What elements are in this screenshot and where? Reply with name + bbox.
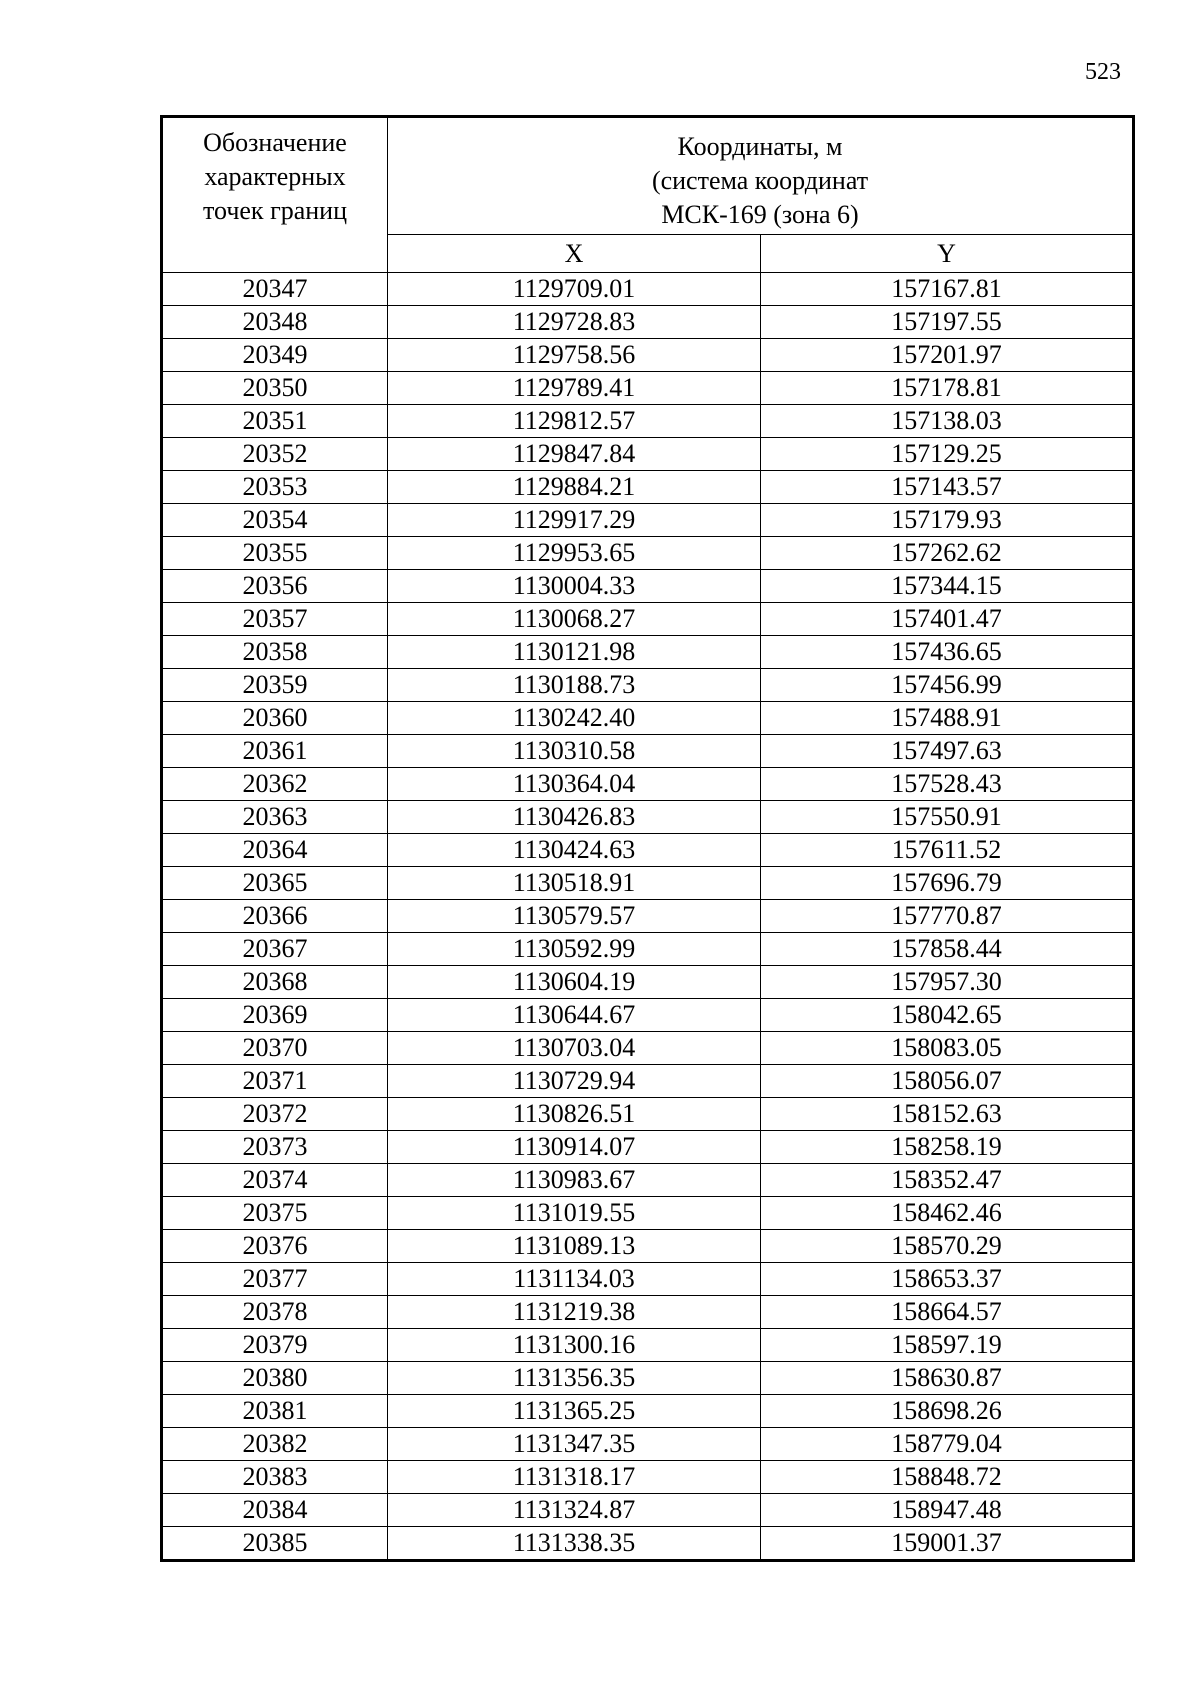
cell-x: 1131347.35 [388, 1428, 761, 1461]
table-row [162, 1263, 1134, 1296]
cell-point: 20366 [162, 900, 388, 933]
cell-x: 1129789.41 [388, 372, 761, 405]
table-row [162, 1098, 1134, 1131]
cell-x: 1131219.38 [388, 1296, 761, 1329]
table-row [162, 966, 1134, 999]
cell-x: 1130518.91 [388, 867, 761, 900]
header-coordinates: Координаты, м (система координат МСК-169 (зона 6) [388, 117, 1134, 235]
cell-point: 20349 [162, 339, 388, 372]
table-header [162, 117, 1134, 273]
table-row [162, 999, 1134, 1032]
cell-point: 20365 [162, 867, 388, 900]
cell-y: 157957.30 [761, 966, 1134, 999]
table-row [162, 1395, 1134, 1428]
cell-x: 1131324.87 [388, 1494, 761, 1527]
cell-x: 1130579.57 [388, 900, 761, 933]
cell-x: 1129953.65 [388, 537, 761, 570]
table-row [162, 900, 1134, 933]
table-row [162, 339, 1134, 372]
cell-y: 157129.25 [761, 438, 1134, 471]
cell-point: 20384 [162, 1494, 388, 1527]
table-row [162, 1329, 1134, 1362]
table-row [162, 1131, 1134, 1164]
cell-x: 1131365.25 [388, 1395, 761, 1428]
cell-x: 1130592.99 [388, 933, 761, 966]
cell-y: 157611.52 [761, 834, 1134, 867]
cell-point: 20370 [162, 1032, 388, 1065]
cell-x: 1129758.56 [388, 339, 761, 372]
cell-point: 20351 [162, 405, 388, 438]
cell-point: 20350 [162, 372, 388, 405]
cell-y: 158779.04 [761, 1428, 1134, 1461]
cell-x: 1130644.67 [388, 999, 761, 1032]
cell-x: 1130729.94 [388, 1065, 761, 1098]
coordinates-table [160, 115, 1135, 1562]
cell-point: 20371 [162, 1065, 388, 1098]
cell-x: 1131134.03 [388, 1263, 761, 1296]
cell-y: 157528.43 [761, 768, 1134, 801]
cell-y: 157262.62 [761, 537, 1134, 570]
cell-y: 158152.63 [761, 1098, 1134, 1131]
cell-point: 20347 [162, 273, 388, 306]
table-row [162, 933, 1134, 966]
cell-x: 1130310.58 [388, 735, 761, 768]
cell-x: 1131019.55 [388, 1197, 761, 1230]
table-body [162, 273, 1134, 1561]
table-row [162, 603, 1134, 636]
cell-x: 1130604.19 [388, 966, 761, 999]
cell-y: 158698.26 [761, 1395, 1134, 1428]
cell-point: 20358 [162, 636, 388, 669]
table-row [162, 1197, 1134, 1230]
cell-x: 1130242.40 [388, 702, 761, 735]
cell-x: 1130983.67 [388, 1164, 761, 1197]
cell-point: 20354 [162, 504, 388, 537]
table-row [162, 570, 1134, 603]
cell-point: 20363 [162, 801, 388, 834]
cell-y: 157770.87 [761, 900, 1134, 933]
cell-y: 158056.07 [761, 1065, 1134, 1098]
table-row [162, 1494, 1134, 1527]
cell-y: 158597.19 [761, 1329, 1134, 1362]
table-row [162, 1032, 1134, 1065]
table-row [162, 801, 1134, 834]
cell-point: 20357 [162, 603, 388, 636]
cell-x: 1130424.63 [388, 834, 761, 867]
cell-point: 20348 [162, 306, 388, 339]
cell-point: 20376 [162, 1230, 388, 1263]
table-row [162, 405, 1134, 438]
cell-y: 159001.37 [761, 1527, 1134, 1561]
cell-point: 20367 [162, 933, 388, 966]
table-row [162, 273, 1134, 306]
cell-x: 1130068.27 [388, 603, 761, 636]
cell-point: 20352 [162, 438, 388, 471]
cell-y: 158664.57 [761, 1296, 1134, 1329]
cell-y: 158947.48 [761, 1494, 1134, 1527]
table-row [162, 504, 1134, 537]
table-row [162, 636, 1134, 669]
cell-y: 157696.79 [761, 867, 1134, 900]
cell-y: 157138.03 [761, 405, 1134, 438]
cell-y: 158570.29 [761, 1230, 1134, 1263]
cell-x: 1130826.51 [388, 1098, 761, 1131]
cell-y: 158042.65 [761, 999, 1134, 1032]
table-row [162, 306, 1134, 339]
table-row [162, 834, 1134, 867]
cell-point: 20359 [162, 669, 388, 702]
table-row [162, 669, 1134, 702]
cell-x: 1130121.98 [388, 636, 761, 669]
cell-y: 157550.91 [761, 801, 1134, 834]
cell-point: 20381 [162, 1395, 388, 1428]
cell-x: 1130914.07 [388, 1131, 761, 1164]
cell-point: 20372 [162, 1098, 388, 1131]
cell-y: 158653.37 [761, 1263, 1134, 1296]
cell-y: 158462.46 [761, 1197, 1134, 1230]
cell-x: 1129884.21 [388, 471, 761, 504]
cell-x: 1131300.16 [388, 1329, 761, 1362]
cell-point: 20377 [162, 1263, 388, 1296]
cell-x: 1131356.35 [388, 1362, 761, 1395]
cell-point: 20360 [162, 702, 388, 735]
table-row [162, 1428, 1134, 1461]
header-x: X [388, 235, 761, 273]
cell-point: 20385 [162, 1527, 388, 1561]
cell-point: 20375 [162, 1197, 388, 1230]
cell-y: 158630.87 [761, 1362, 1134, 1395]
table-row [162, 1164, 1134, 1197]
cell-x: 1130188.73 [388, 669, 761, 702]
page-number: 523 [1085, 59, 1121, 85]
cell-y: 157179.93 [761, 504, 1134, 537]
cell-y: 157167.81 [761, 273, 1134, 306]
cell-y: 157497.63 [761, 735, 1134, 768]
cell-point: 20374 [162, 1164, 388, 1197]
table-row [162, 1296, 1134, 1329]
cell-y: 157344.15 [761, 570, 1134, 603]
cell-y: 157436.65 [761, 636, 1134, 669]
cell-y: 157143.57 [761, 471, 1134, 504]
table-row [162, 438, 1134, 471]
cell-y: 157178.81 [761, 372, 1134, 405]
cell-point: 20380 [162, 1362, 388, 1395]
cell-point: 20355 [162, 537, 388, 570]
cell-y: 158848.72 [761, 1461, 1134, 1494]
cell-point: 20356 [162, 570, 388, 603]
cell-point: 20353 [162, 471, 388, 504]
cell-y: 157197.55 [761, 306, 1134, 339]
cell-point: 20373 [162, 1131, 388, 1164]
cell-point: 20383 [162, 1461, 388, 1494]
cell-y: 158083.05 [761, 1032, 1134, 1065]
cell-point: 20382 [162, 1428, 388, 1461]
cell-x: 1129709.01 [388, 273, 761, 306]
cell-y: 157488.91 [761, 702, 1134, 735]
cell-x: 1131318.17 [388, 1461, 761, 1494]
cell-point: 20364 [162, 834, 388, 867]
table-row [162, 735, 1134, 768]
table-row [162, 1461, 1134, 1494]
cell-y: 157401.47 [761, 603, 1134, 636]
cell-x: 1130426.83 [388, 801, 761, 834]
header-point-designation: Обозначение характерных точек границ [162, 117, 388, 273]
cell-point: 20378 [162, 1296, 388, 1329]
cell-y: 157201.97 [761, 339, 1134, 372]
cell-x: 1130004.33 [388, 570, 761, 603]
table-row [162, 1362, 1134, 1395]
cell-point: 20361 [162, 735, 388, 768]
table-row [162, 768, 1134, 801]
cell-x: 1131089.13 [388, 1230, 761, 1263]
cell-x: 1129812.57 [388, 405, 761, 438]
table-row [162, 867, 1134, 900]
cell-x: 1130364.04 [388, 768, 761, 801]
table-row [162, 372, 1134, 405]
cell-point: 20362 [162, 768, 388, 801]
cell-x: 1131338.35 [388, 1527, 761, 1561]
header-y: Y [761, 235, 1134, 273]
cell-point: 20379 [162, 1329, 388, 1362]
cell-y: 157858.44 [761, 933, 1134, 966]
cell-x: 1129917.29 [388, 504, 761, 537]
cell-point: 20369 [162, 999, 388, 1032]
cell-x: 1130703.04 [388, 1032, 761, 1065]
table-row [162, 471, 1134, 504]
table-row [162, 1230, 1134, 1263]
cell-point: 20368 [162, 966, 388, 999]
table-row [162, 1065, 1134, 1098]
cell-y: 157456.99 [761, 669, 1134, 702]
table-row [162, 1527, 1134, 1561]
cell-y: 158352.47 [761, 1164, 1134, 1197]
cell-x: 1129728.83 [388, 306, 761, 339]
table-row [162, 702, 1134, 735]
cell-x: 1129847.84 [388, 438, 761, 471]
table-row [162, 537, 1134, 570]
cell-y: 158258.19 [761, 1131, 1134, 1164]
